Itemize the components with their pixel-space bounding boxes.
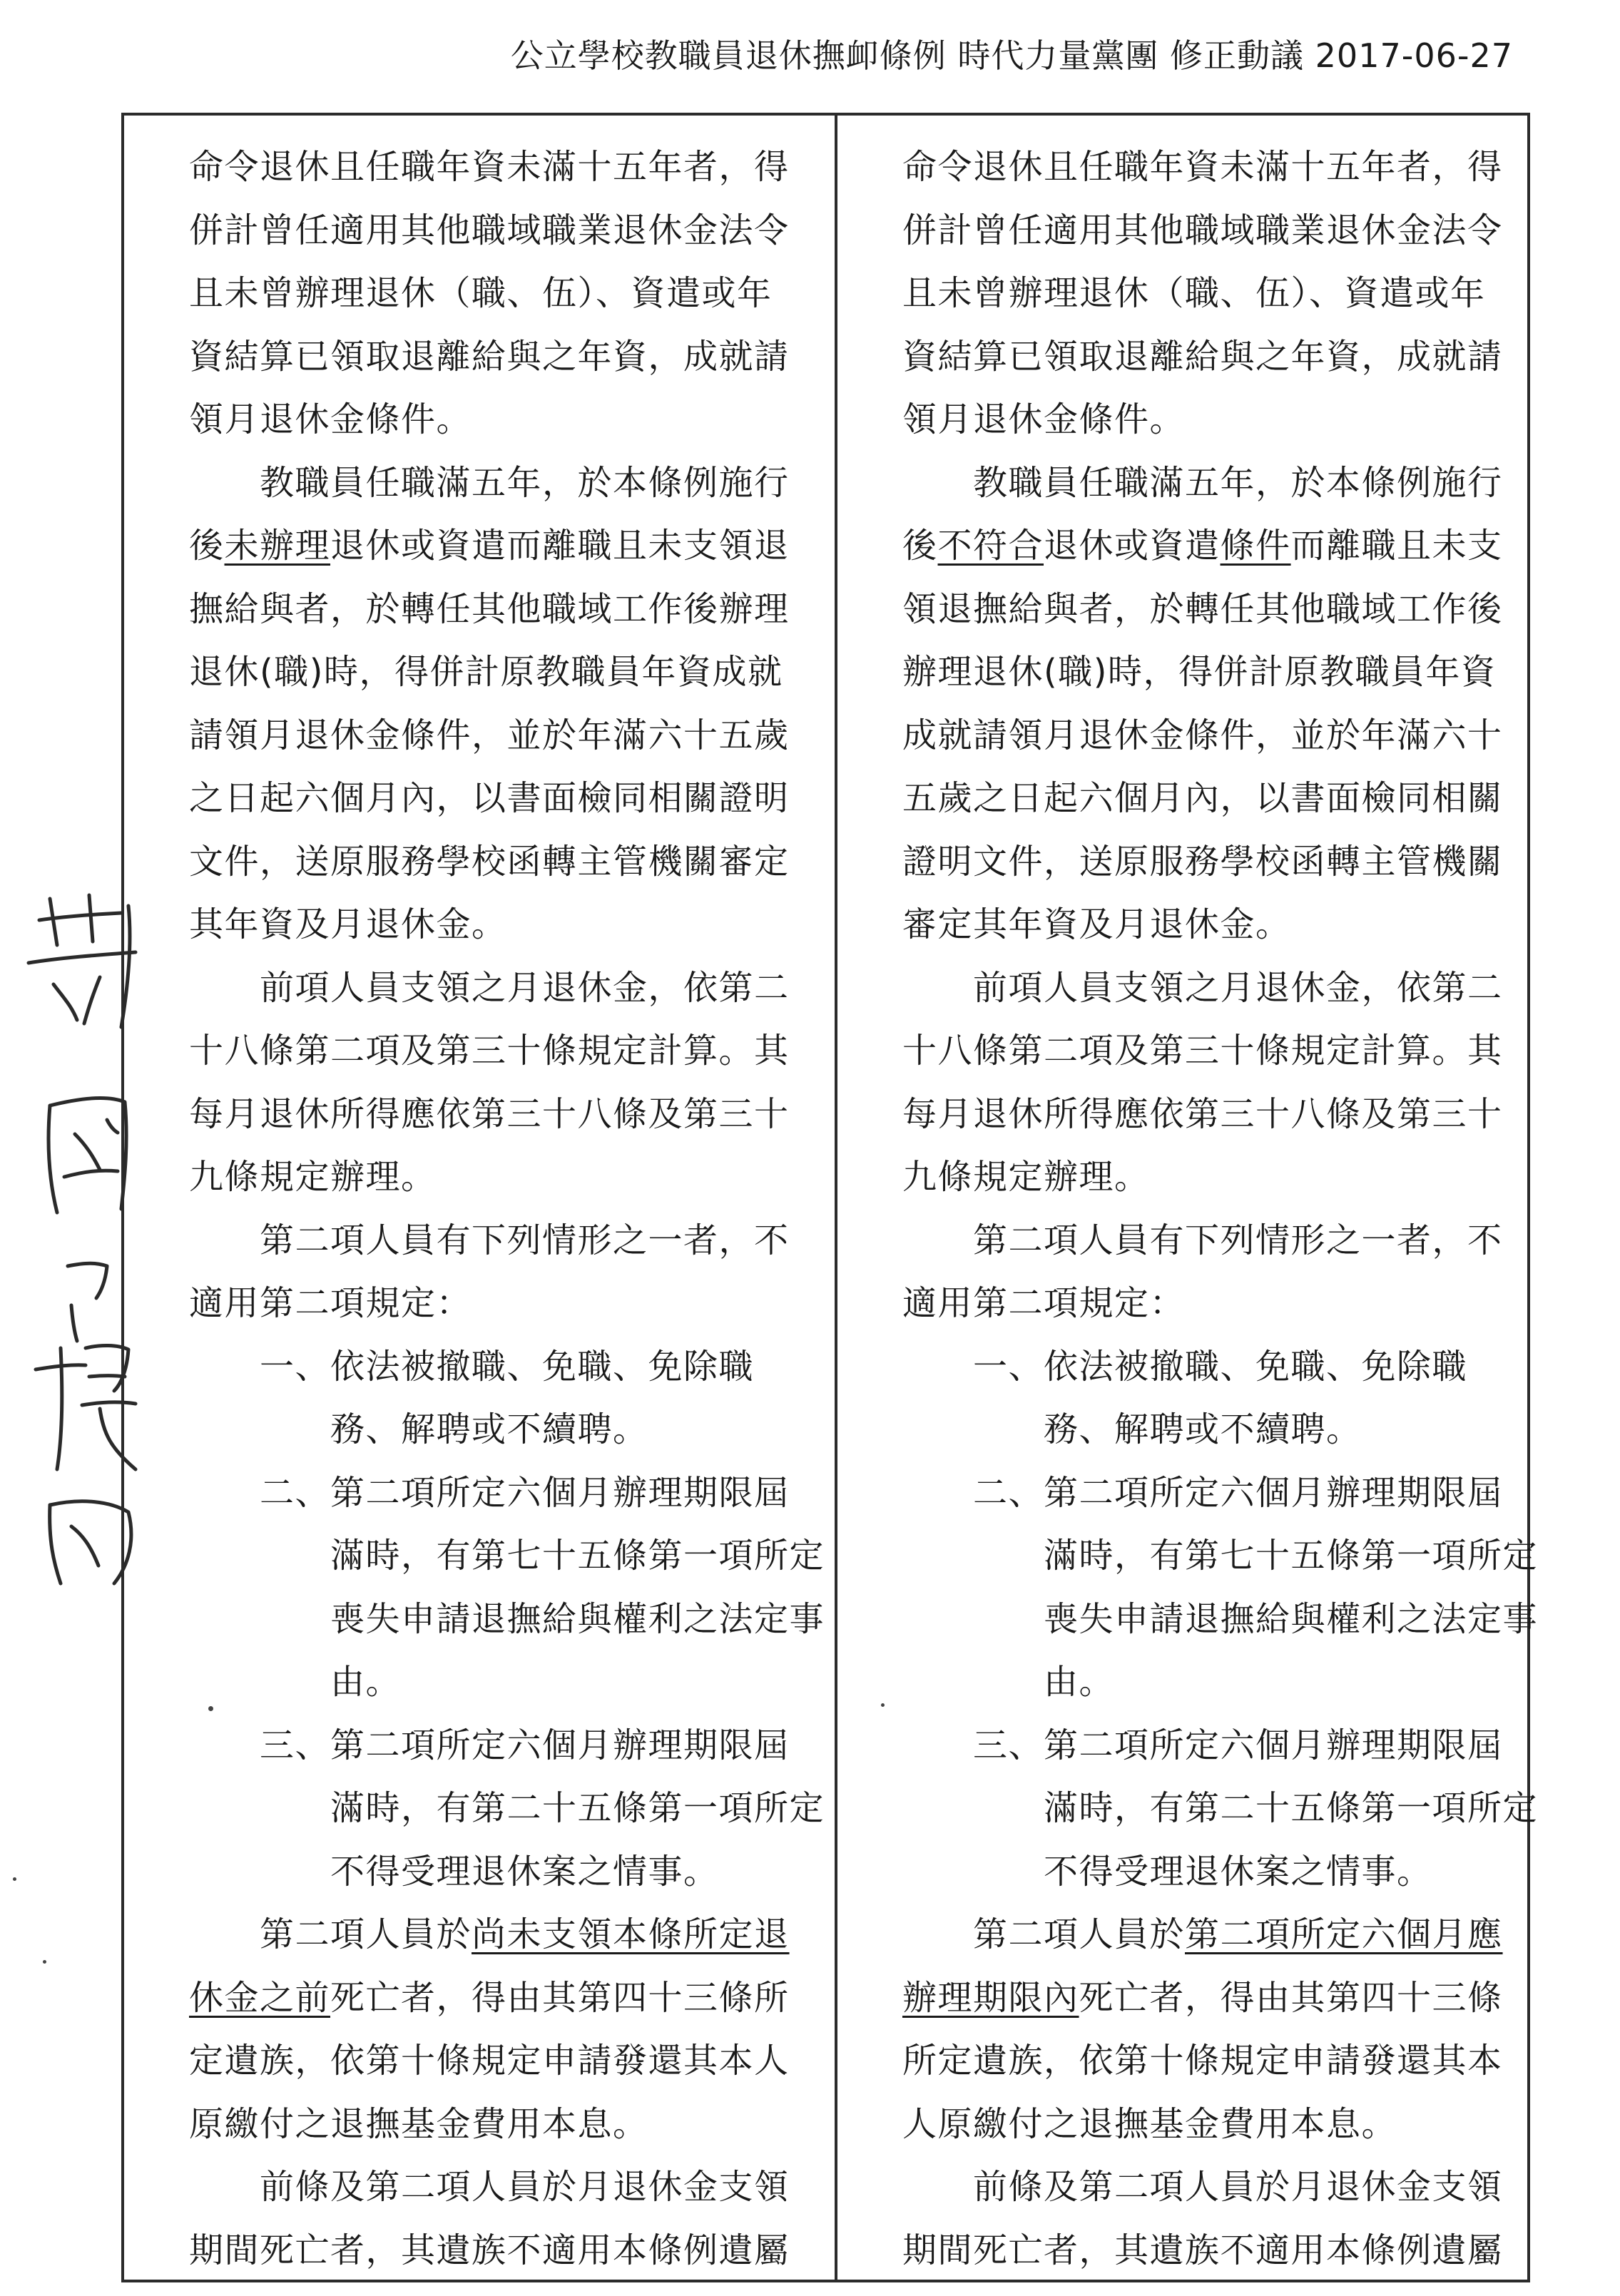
statute-paragraph	[902, 2155, 1538, 2282]
text-run: 務、解聘或不續聘。	[330, 1409, 648, 1449]
text-run: 前條及第二項人員於月退休金支領	[902, 2167, 1503, 2207]
text-run: 一、依法被撤職、免職、免除職	[189, 1346, 755, 1387]
text-run: 退休或資遣而離職且未支領退	[330, 526, 790, 566]
text-run: 資結算已領取退離給與之年資，成就請	[902, 336, 1503, 377]
statute-paragraph	[902, 1714, 1538, 1904]
text-run: 一、依法被撤職、免職、免除職	[902, 1346, 1468, 1387]
scan-speck	[881, 1703, 885, 1707]
scan-speck	[13, 1877, 16, 1881]
text-run: 滿時，有第七十五條第一項所定	[330, 1536, 825, 1576]
text-run: 其年資及月退休金。	[189, 904, 507, 944]
text-run: 前項人員支領之月退休金，依第二	[189, 967, 790, 1008]
amended-phrase: 休金之前	[189, 1977, 331, 2018]
statute-paragraph	[902, 1335, 1538, 1461]
text-run: 撫給與者，於轉任其他職域工作後辦理	[189, 588, 790, 629]
text-run: 而離職且未支	[1290, 526, 1503, 566]
text-run: 領月退休金條件。	[902, 399, 1186, 439]
statute-paragraph	[189, 1714, 825, 1904]
page-header: 公立學校教職員退休撫卹條例 時代力量黨團 修正動議 2017-06-27	[510, 36, 1513, 75]
text-run: 命令退休且任職年資未滿十五年者，得	[189, 147, 790, 187]
text-run: 併計曾任適用其他職域職業退休金法令	[902, 210, 1503, 250]
statute-paragraph	[902, 451, 1538, 956]
text-run: 二、第二項所定六個月辦理期限屆	[189, 1472, 790, 1513]
text-run: 九條規定辦理。	[189, 1157, 437, 1197]
text-run: 第二項人員於	[189, 1914, 472, 1954]
text-run: 九條規定辦理。	[902, 1157, 1150, 1197]
text-run: 成就請領月退休金條件，並於年滿六十	[902, 715, 1503, 755]
text-run: 後	[189, 526, 225, 566]
statute-paragraph	[189, 1903, 825, 2155]
text-run: 適用第二項規定：	[189, 1283, 472, 1323]
text-run: 併計曾任適用其他職域職業退休金法令	[189, 210, 790, 250]
amended-phrase: 未辦理	[224, 526, 331, 566]
statute-paragraph	[189, 956, 825, 1209]
statute-paragraph	[189, 136, 825, 451]
amended-phrase: 第二項所定六個月應	[1185, 1914, 1503, 1954]
amended-phrase: 尚未支領本條所定退	[472, 1914, 790, 1954]
text-run: 文件，送原服務學校函轉主管機關審定	[189, 841, 790, 882]
text-run: 後	[902, 526, 938, 566]
text-run: 期間死亡者，其遺族不適用本條例遺屬	[189, 2230, 790, 2270]
column-divider	[835, 113, 837, 2282]
text-run: 十八條第二項及第三十條規定計算。其	[902, 1031, 1503, 1071]
text-run: 前項人員支領之月退休金，依第二	[902, 967, 1503, 1008]
text-run: 不得受理退休案之情事。	[330, 1851, 719, 1892]
text-run: 滿時，有第二十五條第一項所定	[330, 1788, 825, 1828]
text-run: 退休(職)時，得併計原教職員年資成就	[189, 652, 783, 692]
amended-text-column	[902, 136, 1538, 2282]
text-run: 務、解聘或不續聘。	[1044, 1409, 1362, 1449]
text-run: 三、第二項所定六個月辦理期限屆	[189, 1725, 790, 1765]
statute-paragraph	[189, 451, 825, 956]
text-run: 領月退休金條件。	[189, 399, 472, 439]
amended-phrase: 辦理期限內	[902, 1977, 1079, 2018]
text-run: 每月退休所得應依第三十八條及第三十	[189, 1093, 790, 1134]
text-run: 請領月退休金條件，並於年滿六十五歲	[189, 715, 790, 755]
text-run: 滿時，有第二十五條第一項所定	[1044, 1788, 1539, 1828]
text-run: 死亡者，得由其第四十三條所	[330, 1977, 790, 2018]
text-run: 第二項人員於	[902, 1914, 1186, 1954]
original-text-column	[189, 136, 825, 2282]
statute-paragraph	[902, 956, 1538, 1209]
text-run: 定遺族，依第十條規定申請發還其本人	[189, 2041, 790, 2081]
text-run: 領退撫給與者，於轉任其他職域工作後	[902, 588, 1503, 629]
statute-paragraph	[902, 136, 1538, 451]
statute-paragraph	[902, 1903, 1538, 2155]
text-run: 之日起六個月內，以書面檢同相關證明	[189, 778, 790, 818]
text-run: 原繳付之退撫基金費用本息。	[189, 2103, 648, 2144]
text-run: 辦理退休(職)時，得併計原教職員年資	[902, 652, 1497, 692]
text-run: 喪失申請退撫給與權利之法定事	[1044, 1598, 1539, 1639]
text-run: 退休或資遣	[1044, 526, 1221, 566]
text-run: 第二項人員有下列情形之一者，不	[902, 1220, 1503, 1260]
text-run: 不得受理退休案之情事。	[1044, 1851, 1432, 1892]
text-run: 且未曾辦理退休（職、伍）、資遣或年	[189, 273, 773, 313]
statute-paragraph	[902, 1209, 1538, 1335]
scan-speck	[43, 1960, 46, 1964]
text-run: 由。	[1044, 1662, 1115, 1702]
statute-paragraph	[189, 2155, 825, 2282]
text-run: 二、第二項所定六個月辦理期限屆	[902, 1472, 1503, 1513]
text-run: 且未曾辦理退休（職、伍）、資遣或年	[902, 273, 1486, 313]
text-run: 第二項人員有下列情形之一者，不	[189, 1220, 790, 1260]
amended-phrase: 不符合	[937, 526, 1044, 566]
text-run: 死亡者，得由其第四十三條	[1079, 1977, 1503, 2018]
amended-phrase: 條件	[1220, 526, 1291, 566]
text-run: 適用第二項規定：	[902, 1283, 1186, 1323]
statute-paragraph	[189, 1461, 825, 1714]
scan-speck	[208, 1706, 213, 1711]
text-run: 喪失申請退撫給與權利之法定事	[330, 1598, 825, 1639]
text-run: 由。	[330, 1662, 402, 1702]
text-run: 證明文件，送原服務學校函轉主管機關	[902, 841, 1503, 882]
text-run: 前條及第二項人員於月退休金支領	[189, 2167, 790, 2207]
text-run: 命令退休且任職年資未滿十五年者，得	[902, 147, 1503, 187]
text-run: 每月退休所得應依第三十八條及第三十	[902, 1093, 1503, 1134]
text-run: 期間死亡者，其遺族不適用本條例遺屬	[902, 2230, 1503, 2270]
text-run: 所定遺族，依第十條規定申請發還其本	[902, 2041, 1503, 2081]
statute-paragraph	[902, 1461, 1538, 1714]
text-run: 三、第二項所定六個月辦理期限屆	[902, 1725, 1503, 1765]
text-run: 滿時，有第七十五條第一項所定	[1044, 1536, 1539, 1576]
text-run: 十八條第二項及第三十條規定計算。其	[189, 1031, 790, 1071]
text-run: 審定其年資及月退休金。	[902, 904, 1291, 944]
statute-paragraph	[189, 1209, 825, 1335]
handwritten-signature	[21, 877, 143, 1591]
text-run: 資結算已領取退離給與之年資，成就請	[189, 336, 790, 377]
text-run: 教職員任職滿五年，於本條例施行	[902, 462, 1503, 503]
text-run: 教職員任職滿五年，於本條例施行	[189, 462, 790, 503]
statute-paragraph	[189, 1335, 825, 1461]
text-run: 人原繳付之退撫基金費用本息。	[902, 2103, 1397, 2144]
text-run: 五歲之日起六個月內，以書面檢同相關	[902, 778, 1503, 818]
